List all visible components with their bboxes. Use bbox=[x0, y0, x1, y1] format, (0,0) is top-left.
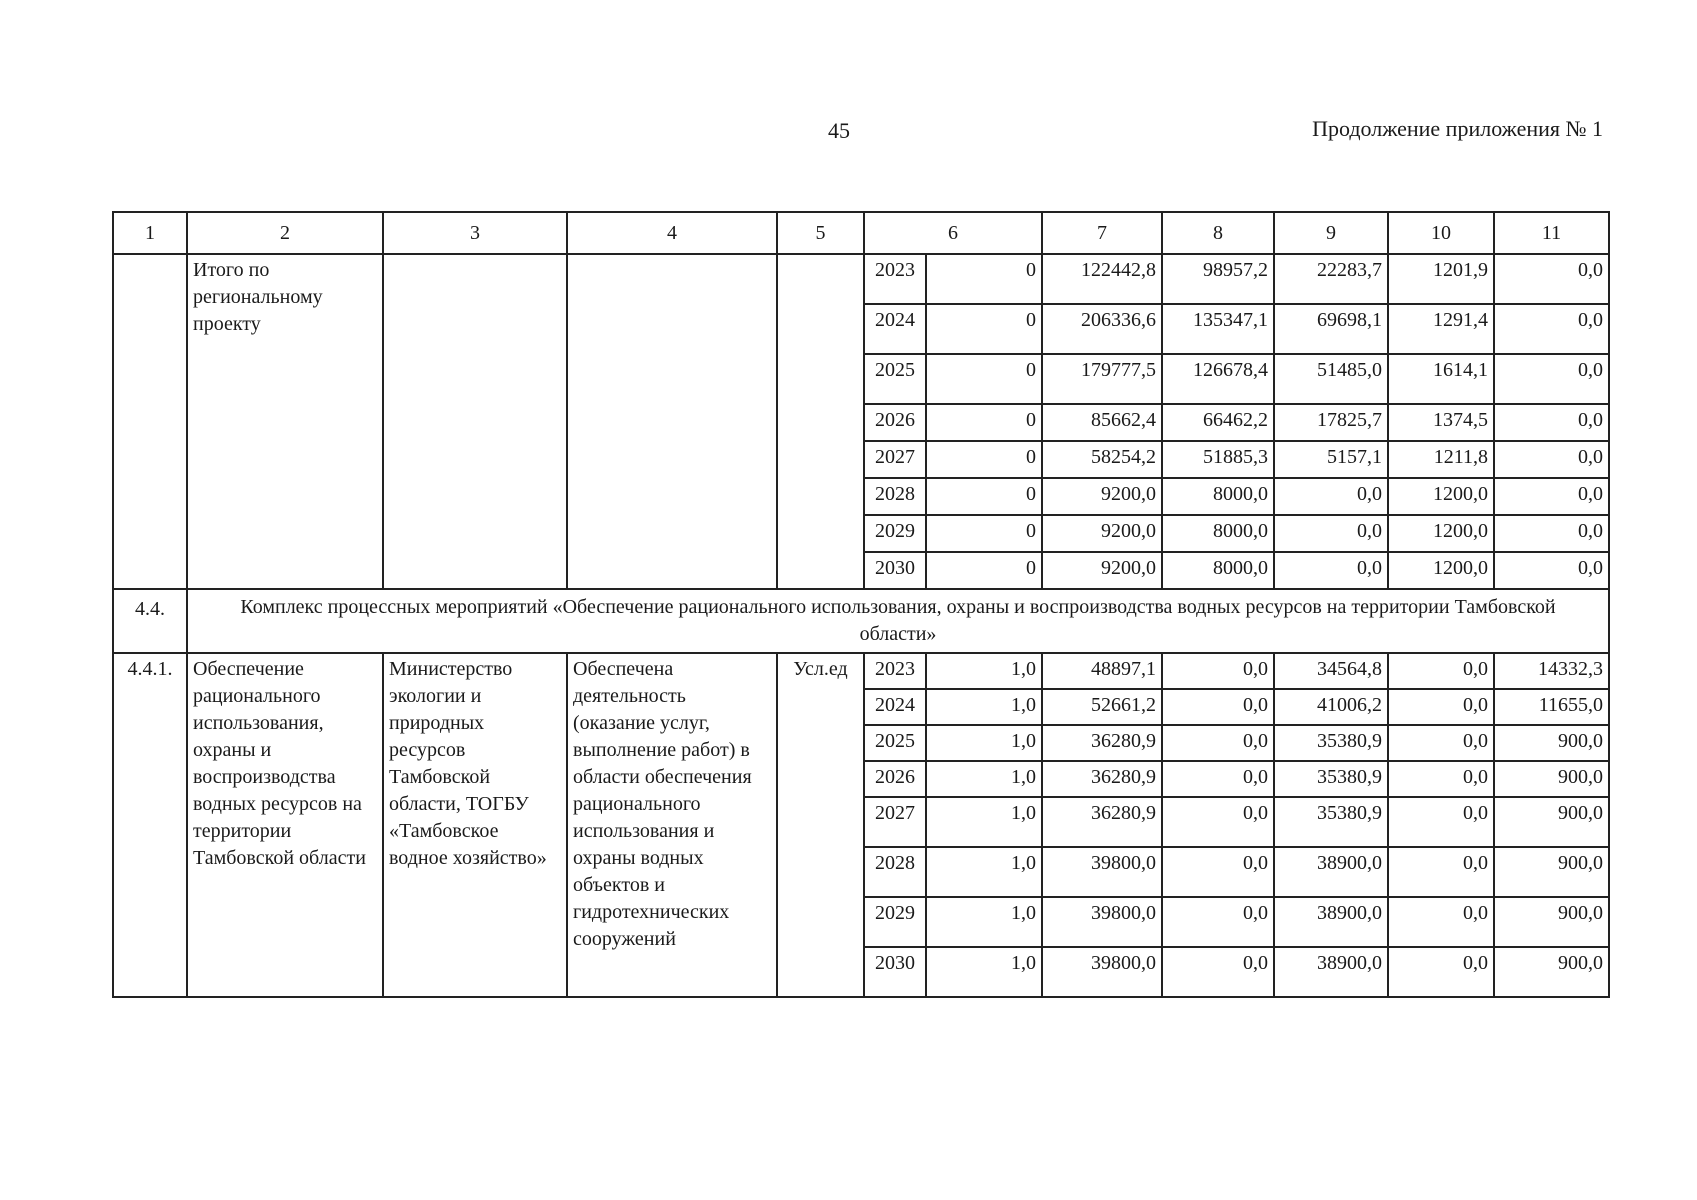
col-header-2: 2 bbox=[187, 212, 383, 254]
year-cell: 2023 bbox=[864, 254, 926, 304]
value-cell-c7: 85662,4 bbox=[1042, 404, 1162, 441]
year-cell: 2024 bbox=[864, 304, 926, 354]
value-cell-c8: 0,0 bbox=[1162, 947, 1274, 997]
value-cell-c6: 0 bbox=[926, 254, 1042, 304]
value-cell-c8: 8000,0 bbox=[1162, 515, 1274, 552]
value-cell-c8: 135347,1 bbox=[1162, 304, 1274, 354]
value-cell-c10: 1200,0 bbox=[1388, 478, 1494, 515]
section-number: 4.4. bbox=[113, 589, 187, 653]
value-cell-c11: 14332,3 bbox=[1494, 653, 1609, 689]
year-cell: 2029 bbox=[864, 515, 926, 552]
year-cell: 2027 bbox=[864, 441, 926, 478]
value-cell-c7: 9200,0 bbox=[1042, 552, 1162, 589]
value-cell-c10: 0,0 bbox=[1388, 653, 1494, 689]
year-cell: 2024 bbox=[864, 689, 926, 725]
value-cell-c11: 900,0 bbox=[1494, 797, 1609, 847]
value-cell-c9: 0,0 bbox=[1274, 515, 1388, 552]
value-cell-c10: 0,0 bbox=[1388, 725, 1494, 761]
value-cell-c11: 0,0 bbox=[1494, 441, 1609, 478]
value-cell-c10: 0,0 bbox=[1388, 947, 1494, 997]
value-cell-c9: 41006,2 bbox=[1274, 689, 1388, 725]
value-cell-c8: 8000,0 bbox=[1162, 478, 1274, 515]
block1-col3-cell bbox=[383, 254, 567, 589]
year-cell: 2023 bbox=[864, 653, 926, 689]
year-cell: 2025 bbox=[864, 354, 926, 404]
col-header-11: 11 bbox=[1494, 212, 1609, 254]
value-cell-c10: 0,0 bbox=[1388, 797, 1494, 847]
year-cell: 2029 bbox=[864, 897, 926, 947]
value-cell-c7: 36280,9 bbox=[1042, 761, 1162, 797]
value-cell-c9: 35380,9 bbox=[1274, 725, 1388, 761]
value-cell-c8: 0,0 bbox=[1162, 797, 1274, 847]
value-cell-c10: 1614,1 bbox=[1388, 354, 1494, 404]
value-cell-c10: 1374,5 bbox=[1388, 404, 1494, 441]
value-cell-c8: 51885,3 bbox=[1162, 441, 1274, 478]
value-cell-c6: 0 bbox=[926, 478, 1042, 515]
value-cell-c8: 98957,2 bbox=[1162, 254, 1274, 304]
value-cell-c9: 22283,7 bbox=[1274, 254, 1388, 304]
value-cell-c11: 0,0 bbox=[1494, 254, 1609, 304]
value-cell-c6: 0 bbox=[926, 552, 1042, 589]
value-cell-c6: 0 bbox=[926, 304, 1042, 354]
value-cell-c11: 0,0 bbox=[1494, 354, 1609, 404]
year-cell: 2025 bbox=[864, 725, 926, 761]
value-cell-c11: 0,0 bbox=[1494, 552, 1609, 589]
value-cell-c6: 1,0 bbox=[926, 761, 1042, 797]
value-cell-c9: 34564,8 bbox=[1274, 653, 1388, 689]
value-cell-c7: 52661,2 bbox=[1042, 689, 1162, 725]
year-cell: 2028 bbox=[864, 847, 926, 897]
table-row bbox=[113, 254, 1609, 304]
value-cell-c9: 0,0 bbox=[1274, 478, 1388, 515]
section-title: Комплекс процессных мероприятий «Обеспечение рационального использования, охраны и воспроизводства водных ресурсов на территории Тамбовской области» bbox=[187, 589, 1609, 653]
value-cell-c7: 9200,0 bbox=[1042, 478, 1162, 515]
value-cell-c7: 36280,9 bbox=[1042, 725, 1162, 761]
value-cell-c7: 9200,0 bbox=[1042, 515, 1162, 552]
value-cell-c7: 36280,9 bbox=[1042, 797, 1162, 847]
value-cell-c10: 0,0 bbox=[1388, 897, 1494, 947]
value-cell-c7: 58254,2 bbox=[1042, 441, 1162, 478]
value-cell-c11: 900,0 bbox=[1494, 947, 1609, 997]
table-row bbox=[113, 653, 1609, 689]
value-cell-c10: 1211,8 bbox=[1388, 441, 1494, 478]
value-cell-c7: 206336,6 bbox=[1042, 304, 1162, 354]
value-cell-c8: 0,0 bbox=[1162, 847, 1274, 897]
header-row bbox=[113, 212, 1609, 254]
budget-table bbox=[112, 211, 1610, 998]
value-cell-c7: 39800,0 bbox=[1042, 897, 1162, 947]
value-cell-c11: 900,0 bbox=[1494, 897, 1609, 947]
value-cell-c8: 0,0 bbox=[1162, 725, 1274, 761]
value-cell-c9: 51485,0 bbox=[1274, 354, 1388, 404]
value-cell-c10: 0,0 bbox=[1388, 689, 1494, 725]
col-header-4: 4 bbox=[567, 212, 777, 254]
value-cell-c11: 900,0 bbox=[1494, 725, 1609, 761]
value-cell-c11: 0,0 bbox=[1494, 478, 1609, 515]
value-cell-c6: 1,0 bbox=[926, 847, 1042, 897]
block1-col4-cell bbox=[567, 254, 777, 589]
block2-col5-cell: Усл.ед bbox=[777, 653, 864, 997]
value-cell-c10: 1291,4 bbox=[1388, 304, 1494, 354]
value-cell-c9: 35380,9 bbox=[1274, 761, 1388, 797]
value-cell-c7: 39800,0 bbox=[1042, 947, 1162, 997]
value-cell-c11: 900,0 bbox=[1494, 847, 1609, 897]
year-cell: 2030 bbox=[864, 947, 926, 997]
block1-col1-cell bbox=[113, 254, 187, 589]
value-cell-c8: 0,0 bbox=[1162, 689, 1274, 725]
year-cell: 2026 bbox=[864, 404, 926, 441]
year-cell: 2028 bbox=[864, 478, 926, 515]
value-cell-c6: 0 bbox=[926, 404, 1042, 441]
value-cell-c11: 0,0 bbox=[1494, 515, 1609, 552]
value-cell-c6: 1,0 bbox=[926, 653, 1042, 689]
value-cell-c11: 0,0 bbox=[1494, 304, 1609, 354]
value-cell-c8: 0,0 bbox=[1162, 761, 1274, 797]
block1-col2-cell: Итого по региональному проекту bbox=[187, 254, 383, 589]
col-header-7: 7 bbox=[1042, 212, 1162, 254]
value-cell-c10: 1200,0 bbox=[1388, 515, 1494, 552]
value-cell-c9: 69698,1 bbox=[1274, 304, 1388, 354]
value-cell-c6: 0 bbox=[926, 354, 1042, 404]
value-cell-c9: 35380,9 bbox=[1274, 797, 1388, 847]
value-cell-c11: 900,0 bbox=[1494, 761, 1609, 797]
value-cell-c9: 38900,0 bbox=[1274, 847, 1388, 897]
value-cell-c10: 0,0 bbox=[1388, 847, 1494, 897]
value-cell-c7: 39800,0 bbox=[1042, 847, 1162, 897]
value-cell-c9: 5157,1 bbox=[1274, 441, 1388, 478]
value-cell-c6: 1,0 bbox=[926, 897, 1042, 947]
block1-col5-cell bbox=[777, 254, 864, 589]
value-cell-c6: 0 bbox=[926, 441, 1042, 478]
value-cell-c11: 0,0 bbox=[1494, 404, 1609, 441]
value-cell-c9: 17825,7 bbox=[1274, 404, 1388, 441]
col-header-5: 5 bbox=[777, 212, 864, 254]
year-cell: 2027 bbox=[864, 797, 926, 847]
value-cell-c6: 0 bbox=[926, 515, 1042, 552]
value-cell-c8: 0,0 bbox=[1162, 897, 1274, 947]
col-header-1: 1 bbox=[113, 212, 187, 254]
value-cell-c6: 1,0 bbox=[926, 947, 1042, 997]
value-cell-c8: 0,0 bbox=[1162, 653, 1274, 689]
value-cell-c6: 1,0 bbox=[926, 725, 1042, 761]
value-cell-c9: 38900,0 bbox=[1274, 947, 1388, 997]
col-header-10: 10 bbox=[1388, 212, 1494, 254]
value-cell-c9: 38900,0 bbox=[1274, 897, 1388, 947]
year-cell: 2030 bbox=[864, 552, 926, 589]
value-cell-c8: 8000,0 bbox=[1162, 552, 1274, 589]
value-cell-c8: 126678,4 bbox=[1162, 354, 1274, 404]
value-cell-c10: 1201,9 bbox=[1388, 254, 1494, 304]
block2-col1-cell: 4.4.1. bbox=[113, 653, 187, 997]
appendix-label: Продолжение приложения № 1 bbox=[1312, 116, 1603, 141]
value-cell-c6: 1,0 bbox=[926, 797, 1042, 847]
block2-col3-cell: Министерство экологии и природных ресурсов Тамбовской области, ТОГБУ «Тамбовское водное хозяйство» bbox=[383, 653, 567, 997]
block2-col4-cell: Обеспечена деятельность (оказание услуг, выполнение работ) в области обеспечения рационального использования и охраны водных объектов и гидротехнических сооружений bbox=[567, 653, 777, 997]
value-cell-c10: 1200,0 bbox=[1388, 552, 1494, 589]
value-cell-c7: 179777,5 bbox=[1042, 354, 1162, 404]
col-header-3: 3 bbox=[383, 212, 567, 254]
value-cell-c9: 0,0 bbox=[1274, 552, 1388, 589]
value-cell-c11: 11655,0 bbox=[1494, 689, 1609, 725]
page-number: 45 bbox=[828, 118, 850, 143]
value-cell-c7: 48897,1 bbox=[1042, 653, 1162, 689]
col-header-6: 6 bbox=[864, 212, 1042, 254]
col-header-8: 8 bbox=[1162, 212, 1274, 254]
year-cell: 2026 bbox=[864, 761, 926, 797]
value-cell-c6: 1,0 bbox=[926, 689, 1042, 725]
value-cell-c8: 66462,2 bbox=[1162, 404, 1274, 441]
value-cell-c7: 122442,8 bbox=[1042, 254, 1162, 304]
col-header-9: 9 bbox=[1274, 212, 1388, 254]
section-row bbox=[113, 589, 1609, 653]
block2-col2-cell: Обеспечение рационального использования, охраны и воспроизводства водных ресурсов на территории Тамбовской области bbox=[187, 653, 383, 997]
value-cell-c10: 0,0 bbox=[1388, 761, 1494, 797]
